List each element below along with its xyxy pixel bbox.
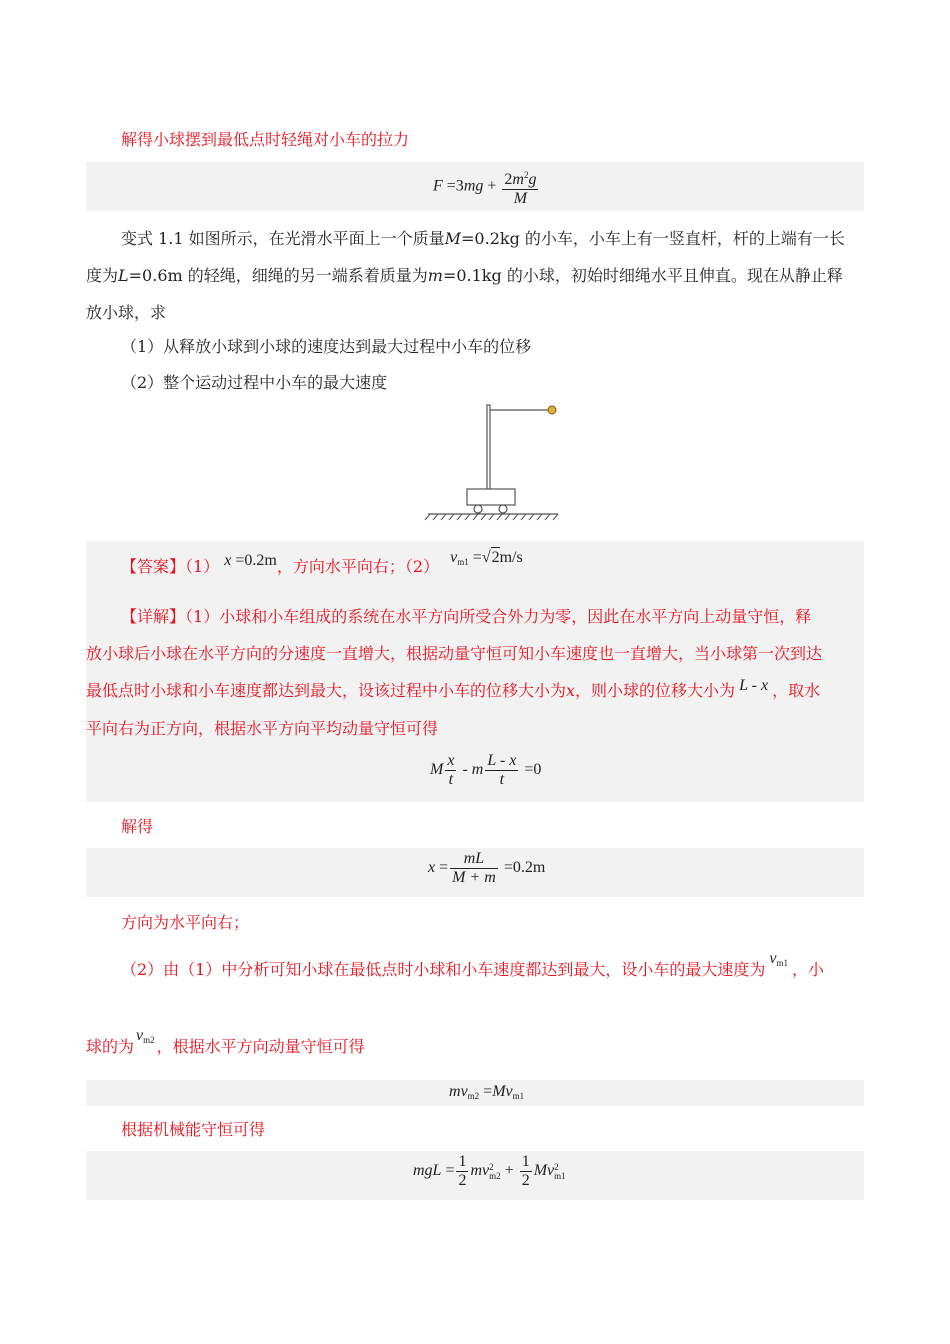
eq-symbol: v bbox=[136, 1027, 144, 1044]
eq-symbol: x bbox=[428, 859, 436, 877]
eq-numerator: L - x bbox=[487, 752, 517, 769]
eq-denominator: 2 bbox=[521, 1172, 530, 1189]
answer-part: （2） bbox=[404, 557, 440, 576]
eq-symbol: F bbox=[433, 177, 443, 195]
problem-line: =0.1kg 的小球，初始时细绳水平且伸直。现在从静止释 bbox=[442, 266, 843, 285]
eq-denominator: M + m bbox=[452, 869, 496, 886]
eq-inline: L - x bbox=[739, 677, 769, 694]
detail-line: （1）小球和小车组成的系统在水平方向所受合外力为零，因此在水平方向上动量守恒，释 bbox=[185, 607, 812, 626]
eq-symbol: v bbox=[450, 549, 458, 566]
eq-text: =3 bbox=[442, 177, 464, 195]
cart-wheel bbox=[499, 505, 507, 513]
eq-sub: m1 bbox=[512, 1091, 525, 1101]
eq-symbol: v bbox=[505, 1083, 513, 1100]
equation-mv bbox=[449, 1083, 524, 1101]
eq-symbol: m bbox=[470, 1162, 483, 1180]
eq-text: = bbox=[479, 1083, 493, 1100]
eq-numerator: x bbox=[447, 752, 455, 769]
eq-symbol: M bbox=[533, 1162, 548, 1180]
eq-text: = bbox=[468, 549, 482, 566]
eq-sub: m2 bbox=[489, 1170, 501, 1181]
eq-text: + bbox=[500, 1162, 518, 1180]
vertical-pole bbox=[487, 405, 490, 489]
eq-symbol: v bbox=[547, 1162, 555, 1180]
eq-symbol: M bbox=[492, 1083, 506, 1100]
eq-supsub bbox=[554, 1163, 566, 1181]
eq-symbol: M bbox=[430, 761, 444, 779]
eq-denominator: 2 bbox=[458, 1172, 467, 1189]
eq-text: =0.2m bbox=[231, 552, 277, 569]
answer-direction: ，方向水平向右； bbox=[276, 557, 405, 576]
eq-symbol: g bbox=[528, 171, 537, 188]
cart-body bbox=[467, 489, 515, 505]
eq-text: = bbox=[435, 859, 449, 877]
ball bbox=[548, 406, 556, 414]
ball-text: ，根据水平方向动量守恒可得 bbox=[156, 1037, 365, 1056]
eq-text: + bbox=[483, 177, 501, 195]
eq-sub: m1 bbox=[457, 557, 469, 567]
eq-text: m/s bbox=[499, 549, 523, 566]
eq-symbol: L bbox=[118, 266, 129, 285]
answer-label: 【答案】 bbox=[121, 557, 186, 576]
question-2: （2）整个运动过程中小车的最大速度 bbox=[121, 373, 388, 392]
energy-line: 根据机械能守恒可得 bbox=[121, 1120, 266, 1139]
fraction bbox=[456, 1153, 468, 1190]
cart-wheel bbox=[474, 505, 482, 513]
eq-text: 2 bbox=[504, 171, 513, 188]
eq-denominator: t bbox=[445, 770, 456, 789]
eq-sub: m1 bbox=[776, 958, 788, 968]
eq-sup: 2 bbox=[554, 1161, 559, 1172]
problem-line: 变式 1.1 如图所示，在光滑水平面上一个质量 bbox=[121, 229, 445, 248]
eq-symbol: v bbox=[769, 950, 777, 967]
direction-line: 方向为水平向右； bbox=[121, 913, 250, 932]
fraction bbox=[450, 850, 498, 887]
answer-v: $v_{m1} =√2m/s$ bbox=[450, 549, 523, 567]
detail-line: 放小球后小球在水平方向的分速度一直增大，根据动量守恒可知小车速度也一直增大，当小球第一次到达 bbox=[86, 644, 823, 663]
fraction bbox=[445, 752, 456, 789]
eq-text: =0.2m bbox=[499, 859, 546, 877]
eq-numerator: 1 bbox=[521, 1153, 530, 1170]
answer-line bbox=[121, 549, 523, 582]
eq-symbol: m bbox=[449, 1083, 461, 1100]
eq-text: =0 bbox=[520, 761, 542, 779]
eq-sup: 2 bbox=[489, 1161, 494, 1172]
detail-line: ，取水 bbox=[772, 681, 821, 700]
problem-line: =0.6m 的轻绳，细绳的另一端系着质量为 bbox=[128, 266, 428, 285]
detail-line: 最低点时小球和小车速度都达到最大，设该过程中小车的位移大小为 bbox=[86, 681, 567, 700]
eq-text: 2 bbox=[491, 549, 500, 566]
eq-sub: m1 bbox=[554, 1170, 566, 1181]
eq-sub: m2 bbox=[143, 1035, 155, 1045]
eq-symbol: M bbox=[444, 229, 462, 248]
eq-symbol: v bbox=[460, 1083, 468, 1100]
equation-energy bbox=[413, 1153, 566, 1190]
detail-text bbox=[86, 598, 864, 747]
eq-text: = bbox=[441, 1162, 455, 1180]
eq-numerator: 1 bbox=[458, 1153, 467, 1170]
equation-momentum bbox=[430, 752, 541, 789]
eq-symbol: v bbox=[482, 1162, 490, 1180]
answer-x bbox=[224, 552, 277, 569]
eq-denominator: M bbox=[502, 189, 538, 208]
eq-symbol: mgL bbox=[413, 1162, 442, 1180]
answer-part: （1） bbox=[185, 557, 220, 576]
fraction bbox=[502, 166, 538, 208]
eq-sup: 2 bbox=[523, 170, 529, 180]
equation-x bbox=[428, 850, 545, 887]
eq-inline bbox=[769, 950, 788, 967]
part2-text: ，小 bbox=[792, 960, 825, 979]
eq-symbol: mg bbox=[463, 177, 484, 195]
eq-denominator: t bbox=[485, 770, 518, 789]
intro-line: 解得小球摆到最低点时轻绳对小车的拉力 bbox=[121, 130, 410, 149]
part2-line bbox=[121, 950, 825, 985]
problem-text bbox=[86, 220, 864, 331]
eq-sub: m2 bbox=[467, 1091, 480, 1101]
ground-hatch bbox=[425, 514, 558, 520]
part2-text: （2）由（1）中分析可知小球在最低点时小球和小车速度都达到最大，设小车的最大速度为 bbox=[121, 960, 766, 979]
eq-symbol: x bbox=[224, 552, 232, 569]
question-1: （1）从释放小球到小球的速度达到最大过程中小车的位移 bbox=[121, 337, 532, 356]
detail-label: 【详解】 bbox=[121, 607, 186, 626]
problem-line: 度为 bbox=[86, 266, 119, 285]
equation-force bbox=[433, 166, 540, 208]
cart-pendulum-figure bbox=[420, 400, 565, 525]
eq-text: - bbox=[458, 761, 472, 779]
eq-symbol: x bbox=[566, 681, 576, 700]
eq-symbol: m bbox=[512, 171, 524, 188]
eq-supsub bbox=[489, 1163, 501, 1181]
problem-line: 放小球，求 bbox=[86, 303, 167, 322]
eq-symbol: m bbox=[427, 266, 443, 285]
ball-line bbox=[86, 1027, 365, 1062]
detail-line: ，则小球的位移大小为 bbox=[575, 681, 736, 700]
problem-line: =0.2kg 的小车，小车上有一竖直杆，杆的上端有一长 bbox=[461, 229, 845, 248]
fraction bbox=[485, 752, 518, 789]
ball-text: 球的为 bbox=[86, 1037, 135, 1056]
fraction bbox=[520, 1153, 532, 1190]
eq-symbol: m bbox=[471, 761, 484, 779]
detail-line: 平向右为正方向，根据水平方向平均动量守恒可得 bbox=[86, 719, 439, 738]
eq-inline bbox=[136, 1027, 155, 1044]
eq-numerator: mL bbox=[463, 850, 485, 867]
solved-line: 解得 bbox=[121, 817, 154, 836]
